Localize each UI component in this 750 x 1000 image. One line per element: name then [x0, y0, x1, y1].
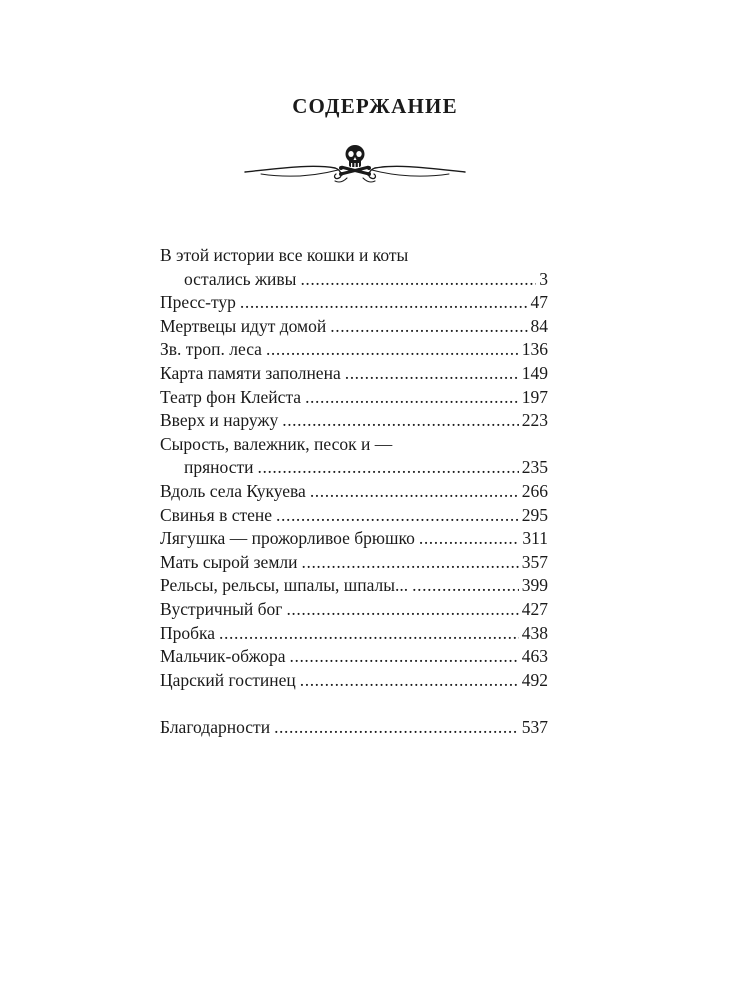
toc-entry-title: Зв. троп. леса — [160, 339, 262, 360]
toc-entry[interactable] — [160, 551, 548, 575]
toc-page-number: 357 — [521, 551, 548, 572]
dot-leader — [419, 527, 520, 551]
toc-entry-title: Пробка — [160, 622, 216, 643]
toc-page-number: 463 — [521, 646, 548, 667]
toc-page-number: 3 — [539, 268, 548, 289]
toc-page-number: 84 — [530, 315, 548, 336]
dot-leader — [219, 622, 519, 646]
toc-entry[interactable] — [160, 527, 548, 551]
toc-entry[interactable] — [160, 433, 548, 480]
toc-entry[interactable] — [160, 291, 548, 315]
toc-entry[interactable] — [160, 409, 548, 433]
toc-entry[interactable] — [160, 244, 548, 291]
toc-entry-title: Мальчик-обжора — [160, 646, 286, 667]
toc-entry-title: Пресс-тур — [160, 292, 236, 313]
toc-page-number: 149 — [521, 362, 548, 383]
toc-page-number: 47 — [530, 292, 548, 313]
toc-entry-title: Вверх и наружу — [160, 410, 279, 431]
dot-leader — [290, 645, 519, 669]
toc-page-number: 266 — [521, 480, 548, 501]
toc-entry-title: остались живы — [184, 268, 297, 289]
dot-leader — [330, 315, 527, 339]
toc-entry-title: пряности — [184, 457, 254, 478]
dot-leader — [300, 268, 536, 292]
toc-entry-title: Свинья в стене — [160, 504, 273, 525]
table-of-contents — [160, 244, 548, 740]
toc-page-number: 399 — [521, 575, 548, 596]
toc-entry-acknowledgements[interactable] — [160, 716, 548, 740]
toc-entry-title-line1: В этой истории все кошки и коты — [160, 245, 409, 265]
section-gap — [160, 692, 548, 716]
toc-entry[interactable] — [160, 622, 548, 646]
dot-leader — [274, 716, 519, 740]
toc-entry-title: Лягушка — прожорливое брюшко — [160, 528, 415, 549]
skull-flourish-icon — [243, 138, 467, 186]
dot-leader — [302, 551, 519, 575]
toc-entry-title: Мертвецы идут домой — [160, 315, 327, 336]
toc-entry-title: Рельсы, рельсы, шпалы, шпалы... — [160, 575, 409, 596]
toc-page-number: 311 — [522, 528, 548, 549]
toc-page-number: 235 — [521, 457, 548, 478]
toc-entry[interactable] — [160, 480, 548, 504]
dot-leader — [258, 456, 519, 480]
dot-leader — [282, 409, 519, 433]
toc-entry-title: Театр фон Клейста — [160, 386, 302, 407]
toc-page-number: 492 — [521, 669, 548, 690]
dot-leader — [345, 362, 519, 386]
toc-page-number: 223 — [521, 410, 548, 431]
dot-leader — [240, 291, 528, 315]
toc-entry-title: Вустричный бог — [160, 598, 283, 619]
dot-leader — [412, 574, 519, 598]
toc-entry[interactable] — [160, 645, 548, 669]
toc-page-number: 537 — [521, 717, 548, 738]
toc-entry[interactable] — [160, 504, 548, 528]
toc-entry[interactable] — [160, 598, 548, 622]
toc-entry[interactable] — [160, 362, 548, 386]
dot-leader — [305, 386, 519, 410]
toc-entry-title: Вдоль села Кукуева — [160, 480, 306, 501]
toc-page-number: 438 — [521, 622, 548, 643]
toc-entry-title: Мать сырой земли — [160, 551, 298, 572]
toc-entry[interactable] — [160, 669, 548, 693]
toc-entry[interactable] — [160, 386, 548, 410]
toc-page-number: 295 — [521, 504, 548, 525]
toc-entry-title: Карта памяти заполнена — [160, 362, 341, 383]
toc-entry-title: Благодарности — [160, 717, 271, 738]
toc-entry-title-line1: Сырость, валежник, песок и — — [160, 433, 393, 454]
dot-leader — [300, 669, 519, 693]
page-title: СОДЕРЖАНИЕ — [292, 94, 458, 118]
dot-leader — [276, 504, 519, 528]
toc-page-number: 136 — [521, 339, 548, 360]
toc-page-number: 427 — [521, 598, 548, 619]
dot-leader — [310, 480, 519, 504]
toc-entry[interactable] — [160, 574, 548, 598]
toc-entry[interactable] — [160, 338, 548, 362]
toc-entry[interactable] — [160, 315, 548, 339]
toc-page-number: 197 — [521, 386, 548, 407]
toc-entry-title: Царский гостинец — [160, 669, 296, 690]
dot-leader — [266, 338, 519, 362]
dot-leader — [286, 598, 518, 622]
